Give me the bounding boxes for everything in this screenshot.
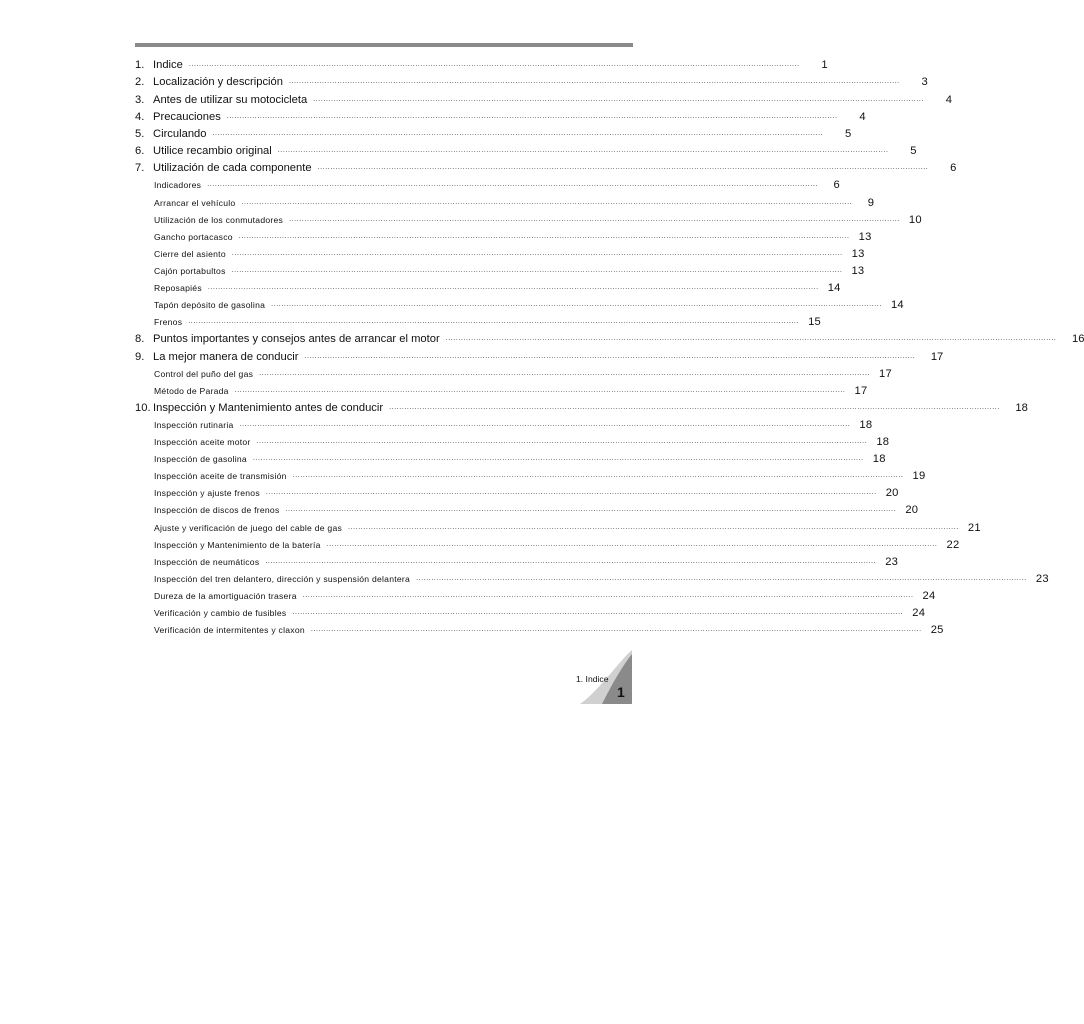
toc-subsection-row[interactable]	[135, 295, 904, 312]
footer-page-number: 1	[617, 684, 625, 700]
toc-entry-page: 14	[827, 281, 841, 294]
toc-entry-number: 3.	[135, 93, 145, 106]
toc-entry-page: 13	[851, 247, 865, 260]
toc-subsection-row[interactable]	[135, 620, 944, 637]
toc-dot-leader: ................................................................................................................................................................................................................................................	[239, 421, 851, 428]
toc-entry-title: Utilización de los conmutadores	[154, 214, 284, 225]
toc-dot-leader: ................................................................................................................................................................................................................................................	[271, 301, 882, 309]
header-rule	[135, 43, 633, 47]
toc-chapter-row[interactable]	[135, 124, 852, 141]
toc-dot-leader: ................................................................................................................................................................................................................................................	[188, 61, 800, 69]
toc-dot-leader: ................................................................................................................................................................................................................................................	[416, 574, 1027, 582]
toc-chapter-row[interactable]	[135, 398, 1028, 415]
toc-subsection-row[interactable]	[135, 192, 875, 209]
toc-dot-leader: ................................................................................................................................................................................................................................................	[292, 472, 904, 480]
toc-entry-page: 22	[946, 538, 960, 551]
toc-entry-title: Inspección y Mantenimiento de la batería	[154, 539, 321, 550]
toc-entry-title: Arrancar el vehículo	[154, 197, 236, 208]
toc-dot-leader: ................................................................................................................................................................................................................................................	[285, 506, 897, 514]
toc-dot-leader: ................................................................................................................................................................................................................................................	[234, 386, 846, 394]
toc-chapter-row[interactable]	[135, 89, 952, 106]
toc-subsection-row[interactable]	[135, 483, 899, 500]
toc-entry-title: Inspección rutinaria	[154, 420, 234, 430]
toc-entry-page: 18	[876, 436, 890, 449]
toc-subsection-row[interactable]	[135, 586, 936, 603]
toc-entry-page: 19	[912, 470, 926, 483]
toc-entry-title: Inspección de discos de frenos	[154, 505, 280, 516]
toc-entry-page: 16	[1071, 333, 1084, 346]
toc-entry-number: 2.	[135, 76, 145, 89]
toc-entry-title: Frenos	[154, 317, 183, 328]
toc-dot-leader: ................................................................................................................................................................................................................................................	[348, 523, 959, 531]
toc-subsection-row[interactable]	[135, 449, 886, 466]
toc-entry-title: Inspección de gasolina	[154, 454, 247, 465]
toc-entry-page: 17	[854, 384, 868, 397]
toc-entry-page: 24	[922, 589, 936, 602]
toc-subsection-row[interactable]	[135, 261, 865, 278]
toc-entry-title: Inspección de neumáticos	[154, 556, 260, 567]
toc-entry-title: Cajón portabultos	[154, 265, 226, 276]
toc-subsection-row[interactable]	[135, 415, 873, 432]
toc-subsection-row[interactable]	[135, 227, 872, 244]
toc-entry-title: Indicadores	[154, 180, 202, 191]
toc-dot-leader: ................................................................................................................................................................................................................................................	[212, 129, 824, 137]
toc-entry-title: Utilización de cada componente	[153, 162, 312, 175]
toc-dot-leader: ................................................................................................................................................................................................................................................	[256, 438, 868, 446]
toc-entry-page: 13	[851, 264, 865, 277]
toc-chapter-row[interactable]	[135, 158, 957, 175]
toc-entry-title: Inspección del tren delantero, dirección y suspensión delantera	[154, 573, 411, 584]
toc-chapter-row[interactable]	[135, 72, 928, 89]
toc-entry-page: 20	[885, 487, 899, 500]
toc-entry-title: Dureza de la amortiguación trasera	[154, 590, 297, 601]
toc-dot-leader: ................................................................................................................................................................................................................................................	[277, 147, 889, 155]
toc-dot-leader: ................................................................................................................................................................................................................................................	[288, 78, 900, 86]
toc-entry-page: 10	[908, 213, 922, 226]
toc-entry-title: Cierre del asiento	[154, 248, 226, 259]
toc-entry-title: Reposapiés	[154, 282, 202, 293]
toc-dot-leader: ................................................................................................................................................................................................................................................	[238, 232, 850, 240]
toc-chapter-row[interactable]	[135, 346, 944, 363]
toc-entry-number: 1.	[135, 59, 145, 72]
toc-subsection-row[interactable]	[135, 278, 841, 295]
toc-entry-page: 23	[885, 555, 899, 568]
toc-entry-title: Antes de utilizar su motocicleta	[153, 93, 308, 106]
toc-entry-title: La mejor manera de conducir	[153, 350, 299, 363]
toc-entry-number: 5.	[135, 127, 145, 140]
toc-entry-title: Inspección y ajuste frenos	[154, 488, 260, 499]
toc-entry-page: 18	[859, 419, 873, 431]
toc-entry-number: 9.	[135, 350, 145, 363]
toc-subsection-row[interactable]	[135, 603, 926, 620]
toc-chapter-row[interactable]	[135, 141, 917, 158]
toc-entry-page: 18	[872, 453, 886, 466]
toc-entry-page: 25	[930, 624, 944, 637]
toc-entry-page: 4	[859, 110, 866, 123]
toc-dot-leader: ................................................................................................................................................................................................................................................	[292, 609, 904, 617]
toc-entry-page: 5	[910, 145, 917, 158]
toc-chapter-row[interactable]	[135, 107, 866, 124]
toc-entry-number: 4.	[135, 110, 145, 123]
toc-entry-number: 6.	[135, 145, 145, 158]
toc-subsection-row[interactable]	[135, 552, 899, 569]
toc-entry-page: 17	[930, 350, 944, 363]
toc-entry-title: Circulando	[153, 127, 207, 140]
toc-subsection-row[interactable]	[135, 517, 981, 534]
toc-dot-leader: ................................................................................................................................................................................................................................................	[310, 626, 922, 634]
toc-dot-leader: ................................................................................................................................................................................................................................................	[207, 181, 818, 189]
toc-subsection-row[interactable]	[135, 381, 868, 398]
table-of-contents	[135, 55, 1084, 637]
toc-dot-leader: ................................................................................................................................................................................................................................................	[207, 283, 819, 291]
toc-entry-title: Inspección aceite de transmisión	[154, 471, 287, 482]
toc-entry-title: Verificación de intermitentes y claxon	[154, 625, 305, 636]
toc-dot-leader: ................................................................................................................................................................................................................................................	[259, 369, 870, 377]
toc-subsection-row[interactable]	[135, 535, 960, 552]
toc-entry-title: Ajuste y verificación de juego del cable de gas	[154, 522, 343, 533]
toc-entry-page: 6	[833, 179, 840, 192]
toc-entry-page: 3	[921, 76, 928, 89]
toc-entry-title: Verificación y cambio de fusibles	[154, 608, 287, 619]
toc-dot-leader: ................................................................................................................................................................................................................................................	[265, 557, 877, 565]
toc-subsection-row[interactable]	[135, 364, 892, 381]
toc-dot-leader: ................................................................................................................................................................................................................................................	[241, 198, 853, 206]
toc-dot-leader: ................................................................................................................................................................................................................................................	[231, 266, 843, 274]
toc-entry-title: Inspección aceite motor	[154, 437, 251, 448]
toc-dot-leader: ................................................................................................................................................................................................................................................	[304, 352, 916, 360]
toc-entry-page: 4	[945, 93, 952, 106]
toc-entry-page: 21	[967, 521, 981, 534]
toc-entry-page: 5	[845, 127, 852, 140]
footer-section-label: 1. Indice	[576, 674, 609, 684]
toc-subsection-row[interactable]	[135, 244, 865, 261]
toc-entry-title: Puntos importantes y consejos antes de arrancar el motor	[153, 333, 440, 346]
toc-entry-title: Inspección y Mantenimiento antes de conducir	[153, 401, 384, 414]
toc-entry-number: 10.	[135, 401, 151, 414]
toc-entry-title: Precauciones	[153, 110, 221, 123]
toc-subsection-row[interactable]	[135, 466, 926, 483]
toc-entry-page: 23	[1035, 572, 1049, 585]
toc-dot-leader: ................................................................................................................................................................................................................................................	[302, 591, 914, 599]
toc-entry-number: 8.	[135, 333, 145, 346]
toc-entry-title: Método de Parada	[154, 385, 229, 396]
toc-entry-page: 17	[878, 367, 892, 380]
toc-subsection-row[interactable]	[135, 210, 922, 227]
toc-subsection-row[interactable]	[135, 175, 840, 192]
toc-entry-page: 9	[867, 196, 875, 209]
toc-entry-title: Control del puño del gas	[154, 368, 254, 379]
toc-entry-page: 1	[821, 59, 828, 72]
toc-dot-leader: ................................................................................................................................................................................................................................................	[188, 318, 800, 326]
toc-entry-page: 20	[905, 504, 919, 517]
toc-subsection-row[interactable]	[135, 569, 1049, 586]
toc-dot-leader: ................................................................................................................................................................................................................................................	[326, 540, 938, 548]
toc-chapter-row[interactable]	[135, 55, 828, 72]
toc-chapter-row[interactable]	[135, 329, 1084, 346]
toc-entry-title: Localización y descripción	[153, 76, 283, 89]
toc-dot-leader: ................................................................................................................................................................................................................................................	[226, 112, 838, 120]
toc-entry-title: Tapón depósito de gasolina	[154, 300, 266, 311]
toc-entry-page: 15	[808, 316, 822, 329]
toc-dot-leader: ................................................................................................................................................................................................................................................	[389, 403, 1000, 411]
toc-entry-page: 18	[1015, 401, 1028, 414]
toc-dot-leader: ................................................................................................................................................................................................................................................	[317, 164, 929, 172]
toc-entry-page: 24	[912, 607, 926, 620]
toc-entry-page: 6	[950, 162, 957, 175]
toc-entry-page: 13	[858, 230, 872, 243]
toc-dot-leader: ................................................................................................................................................................................................................................................	[265, 489, 877, 497]
toc-entry-title: Indice	[153, 59, 183, 72]
toc-dot-leader: ................................................................................................................................................................................................................................................	[231, 249, 843, 257]
toc-entry-title: Utilice recambio original	[153, 145, 272, 158]
toc-dot-leader: ................................................................................................................................................................................................................................................	[313, 95, 924, 103]
toc-entry-page: 14	[890, 299, 904, 312]
toc-subsection-row[interactable]	[135, 432, 890, 449]
toc-entry-title: Gancho portacasco	[154, 231, 233, 242]
toc-subsection-row[interactable]	[135, 312, 822, 329]
toc-entry-number: 7.	[135, 162, 145, 175]
toc-subsection-row[interactable]	[135, 500, 919, 517]
toc-dot-leader: ................................................................................................................................................................................................................................................	[289, 215, 900, 223]
toc-dot-leader: ................................................................................................................................................................................................................................................	[445, 335, 1057, 343]
toc-dot-leader: ................................................................................................................................................................................................................................................	[252, 455, 864, 463]
